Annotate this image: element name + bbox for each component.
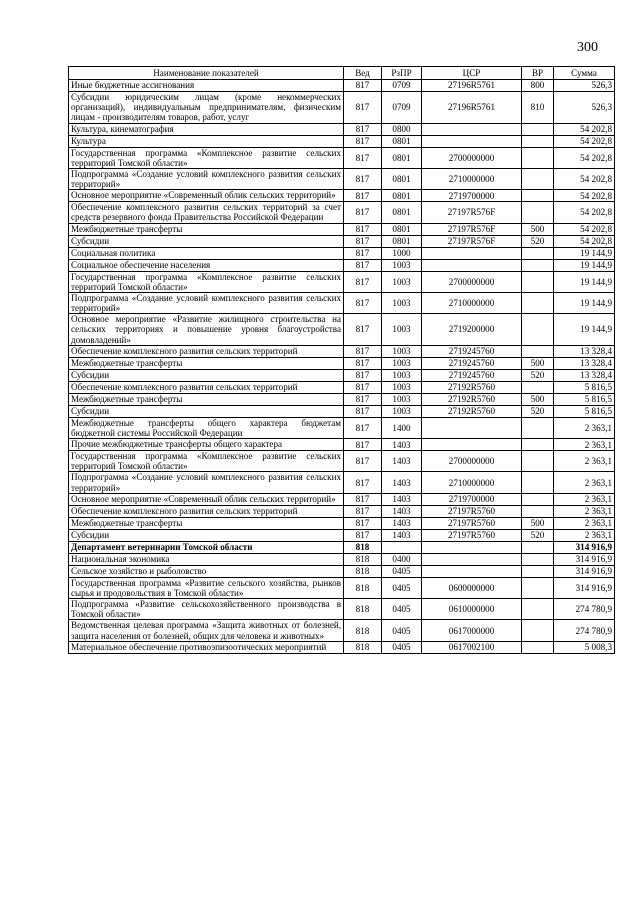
row-sum: 19 144,9: [554, 314, 615, 346]
header-sum: Сумма: [554, 67, 615, 80]
row-name: Обеспечение комплексного развития сельских территорий: [69, 381, 344, 393]
row-csr: 27197R576F: [422, 235, 522, 247]
row-sum: 5 008,3: [554, 641, 615, 653]
table-row: [69, 620, 615, 641]
row-rzpr: 0405: [382, 599, 422, 620]
row-rzpr: 0405: [382, 577, 422, 598]
row-csr: 2710000000: [422, 472, 522, 493]
row-rzpr: 0801: [382, 223, 422, 235]
row-sum: 2 363,1: [554, 451, 615, 472]
row-vr: [522, 292, 554, 313]
row-sum: 2 363,1: [554, 529, 615, 541]
table-row: [69, 135, 615, 147]
row-sum: 54 202,8: [554, 202, 615, 223]
row-ved: 817: [344, 223, 382, 235]
table-body: [69, 80, 615, 654]
table-row: [69, 259, 615, 271]
row-rzpr: 1003: [382, 393, 422, 405]
table-row: [69, 235, 615, 247]
row-vr: [522, 472, 554, 493]
row-vr: [522, 247, 554, 259]
row-sum: 2 363,1: [554, 493, 615, 505]
row-rzpr: 1003: [382, 381, 422, 393]
row-name: Социальное обеспечение населения: [69, 259, 344, 271]
row-sum: 2 363,1: [554, 472, 615, 493]
header-name: Наименование показателей: [69, 67, 344, 80]
row-sum: 5 816,5: [554, 381, 615, 393]
row-name: Подпрограмма «Создание условий комплексного развития сельских территорий»: [69, 472, 344, 493]
row-vr: [522, 202, 554, 223]
row-vr: [522, 620, 554, 641]
row-rzpr: 0801: [382, 235, 422, 247]
row-csr: 2700000000: [422, 271, 522, 292]
row-sum: 526,3: [554, 80, 615, 92]
row-name: Прочие межбюджетные трансферты общего характера: [69, 439, 344, 451]
table-row: [69, 80, 615, 92]
table-row: [69, 271, 615, 292]
row-name: Ведомственная целевая программа «Защита животных от болезней, защита населения от болезней, общих для человека и животных»: [69, 620, 344, 641]
row-rzpr: 1003: [382, 405, 422, 417]
table-row: [69, 577, 615, 598]
row-rzpr: 0801: [382, 168, 422, 189]
table-row: [69, 439, 615, 451]
row-sum: 274 780,9: [554, 599, 615, 620]
row-ved: 817: [344, 271, 382, 292]
table-row: [69, 123, 615, 135]
row-vr: [522, 135, 554, 147]
table-row: [69, 472, 615, 493]
row-sum: 54 202,8: [554, 135, 615, 147]
header-rzpr: РзПР: [382, 67, 422, 80]
header-ved: Вед: [344, 67, 382, 80]
table-row: [69, 405, 615, 417]
row-ved: 817: [344, 247, 382, 259]
table-row: [69, 505, 615, 517]
table-row: [69, 541, 615, 553]
row-ved: 818: [344, 553, 382, 565]
row-vr: [522, 417, 554, 438]
row-sum: 314 916,9: [554, 553, 615, 565]
row-csr: 0610000000: [422, 599, 522, 620]
row-ved: 817: [344, 493, 382, 505]
row-ved: 817: [344, 393, 382, 405]
row-sum: 526,3: [554, 92, 615, 124]
row-vr: 520: [522, 529, 554, 541]
row-csr: 27197R5760: [422, 529, 522, 541]
table-row: [69, 417, 615, 438]
table-row: [69, 641, 615, 653]
row-name: Основное мероприятие «Современный облик сельских территорий»: [69, 493, 344, 505]
row-rzpr: 0709: [382, 80, 422, 92]
row-ved: 817: [344, 168, 382, 189]
row-vr: [522, 553, 554, 565]
row-csr: 27197R5760: [422, 517, 522, 529]
header-vr: ВР: [522, 67, 554, 80]
row-name: Межбюджетные трансферты: [69, 393, 344, 405]
row-name: Подпрограмма «Создание условий комплексного развития сельских территорий»: [69, 292, 344, 313]
row-ved: 817: [344, 190, 382, 202]
row-sum: 13 328,4: [554, 357, 615, 369]
row-vr: [522, 641, 554, 653]
row-sum: 314 916,9: [554, 577, 615, 598]
row-rzpr: 1403: [382, 439, 422, 451]
row-sum: 314 916,9: [554, 565, 615, 577]
row-name: Подпрограмма «Создание условий комплексного развития сельских территорий»: [69, 168, 344, 189]
row-vr: [522, 147, 554, 168]
row-name: Материальное обеспечение противоэпизоотических мероприятий: [69, 641, 344, 653]
row-vr: 500: [522, 517, 554, 529]
row-rzpr: 1003: [382, 271, 422, 292]
row-ved: 817: [344, 472, 382, 493]
row-vr: [522, 123, 554, 135]
row-vr: 520: [522, 405, 554, 417]
row-rzpr: 1003: [382, 292, 422, 313]
row-csr: 27196R5761: [422, 92, 522, 124]
table-row: [69, 314, 615, 346]
row-ved: 817: [344, 529, 382, 541]
row-csr: 2700000000: [422, 451, 522, 472]
row-sum: 54 202,8: [554, 168, 615, 189]
row-ved: 817: [344, 439, 382, 451]
row-ved: 817: [344, 405, 382, 417]
row-ved: 817: [344, 202, 382, 223]
row-rzpr: 1403: [382, 451, 422, 472]
table-row: [69, 292, 615, 313]
row-vr: 800: [522, 80, 554, 92]
row-vr: [522, 439, 554, 451]
row-sum: 2 363,1: [554, 517, 615, 529]
row-csr: 27197R576F: [422, 223, 522, 235]
row-sum: 54 202,8: [554, 190, 615, 202]
table-row: [69, 223, 615, 235]
row-ved: 817: [344, 345, 382, 357]
row-name: Субсидии: [69, 369, 344, 381]
table-row: [69, 599, 615, 620]
row-sum: 54 202,8: [554, 123, 615, 135]
row-sum: 19 144,9: [554, 259, 615, 271]
row-rzpr: 0405: [382, 620, 422, 641]
table-row: [69, 345, 615, 357]
row-rzpr: 1000: [382, 247, 422, 259]
table-row: [69, 357, 615, 369]
row-ved: 818: [344, 577, 382, 598]
table-row: [69, 369, 615, 381]
row-ved: 817: [344, 147, 382, 168]
row-csr: 2710000000: [422, 168, 522, 189]
row-csr: 2700000000: [422, 147, 522, 168]
row-ved: 817: [344, 92, 382, 124]
row-csr: 2719700000: [422, 190, 522, 202]
table-row: [69, 553, 615, 565]
row-ved: 818: [344, 641, 382, 653]
row-ved: 818: [344, 541, 382, 553]
row-vr: [522, 493, 554, 505]
row-rzpr: 1003: [382, 345, 422, 357]
row-name: Государственная программа «Комплексное развитие сельских территорий Томской области»: [69, 451, 344, 472]
row-csr: 2719245760: [422, 357, 522, 369]
row-name: Национальная экономика: [69, 553, 344, 565]
table-row: [69, 190, 615, 202]
row-sum: 19 144,9: [554, 247, 615, 259]
row-sum: 314 916,9: [554, 541, 615, 553]
row-ved: 817: [344, 381, 382, 393]
row-name: Государственная программа «Комплексное развитие сельских территорий Томской области»: [69, 147, 344, 168]
row-rzpr: 1003: [382, 357, 422, 369]
row-sum: 54 202,8: [554, 235, 615, 247]
row-csr: [422, 439, 522, 451]
row-rzpr: 1003: [382, 259, 422, 271]
row-name: Социальная политика: [69, 247, 344, 259]
row-csr: 27192R5760: [422, 405, 522, 417]
row-vr: [522, 505, 554, 517]
row-vr: [522, 168, 554, 189]
row-rzpr: 1400: [382, 417, 422, 438]
row-csr: 27192R5760: [422, 393, 522, 405]
row-name: Культура, кинематография: [69, 123, 344, 135]
row-vr: [522, 259, 554, 271]
row-csr: [422, 123, 522, 135]
row-sum: 13 328,4: [554, 369, 615, 381]
row-vr: [522, 190, 554, 202]
row-rzpr: 1403: [382, 472, 422, 493]
row-vr: [522, 599, 554, 620]
row-vr: [522, 451, 554, 472]
row-ved: 817: [344, 417, 382, 438]
row-name: Обеспечение комплексного развития сельских территорий за счет средств резервного фонда Правительства Российской Федерации: [69, 202, 344, 223]
row-csr: [422, 247, 522, 259]
table-row: [69, 147, 615, 168]
row-sum: 5 816,5: [554, 393, 615, 405]
table-row: [69, 381, 615, 393]
table-row: [69, 493, 615, 505]
row-ved: 817: [344, 314, 382, 346]
row-vr: [522, 577, 554, 598]
row-rzpr: 0405: [382, 565, 422, 577]
row-csr: 2719200000: [422, 314, 522, 346]
row-rzpr: 1003: [382, 369, 422, 381]
table-row: [69, 565, 615, 577]
row-sum: 5 816,5: [554, 405, 615, 417]
row-vr: [522, 381, 554, 393]
row-ved: 817: [344, 505, 382, 517]
table-row: [69, 247, 615, 259]
row-name: Основное мероприятие «Развитие жилищного строительства на сельских территориях и повышение уровня благоустройства домовладений»: [69, 314, 344, 346]
row-ved: 817: [344, 235, 382, 247]
row-vr: [522, 565, 554, 577]
row-name: Государственная программа «Развитие сельского хозяйства, рынков сырья и продовольствия в Томской области»: [69, 577, 344, 598]
row-vr: 500: [522, 223, 554, 235]
row-ved: 817: [344, 259, 382, 271]
row-name: Субсидии юридическим лицам (кроме некоммерческих организаций), индивидуальным предпринимателям, физическим лицам - производителям товаров, работ, услуг: [69, 92, 344, 124]
row-rzpr: 0400: [382, 553, 422, 565]
row-csr: [422, 135, 522, 147]
row-name: Сельское хозяйство и рыболовство: [69, 565, 344, 577]
row-sum: 2 363,1: [554, 505, 615, 517]
row-sum: 274 780,9: [554, 620, 615, 641]
budget-table: [68, 66, 615, 654]
table-row: [69, 393, 615, 405]
row-csr: 27197R5760: [422, 505, 522, 517]
page-number: 300: [577, 40, 598, 55]
row-name: Культура: [69, 135, 344, 147]
row-name: Межбюджетные трансферты: [69, 223, 344, 235]
row-csr: 0617000000: [422, 620, 522, 641]
row-sum: 2 363,1: [554, 417, 615, 438]
row-name: Подпрограмма «Развитие сельскохозяйственного производства в Томской области»: [69, 599, 344, 620]
row-csr: 27196R5761: [422, 80, 522, 92]
table-row: [69, 451, 615, 472]
row-vr: 520: [522, 235, 554, 247]
header-csr: ЦСР: [422, 67, 522, 80]
row-rzpr: 0405: [382, 641, 422, 653]
row-vr: 520: [522, 369, 554, 381]
table-row: [69, 517, 615, 529]
row-rzpr: 1403: [382, 505, 422, 517]
row-name: Обеспечение комплексного развития сельских территорий: [69, 345, 344, 357]
row-rzpr: 1403: [382, 517, 422, 529]
table-row: [69, 529, 615, 541]
row-ved: 817: [344, 451, 382, 472]
row-ved: 817: [344, 135, 382, 147]
row-sum: 54 202,8: [554, 223, 615, 235]
row-rzpr: 0801: [382, 202, 422, 223]
row-rzpr: 0801: [382, 147, 422, 168]
row-vr: 810: [522, 92, 554, 124]
row-rzpr: [382, 541, 422, 553]
row-name: Обеспечение комплексного развития сельских территорий: [69, 505, 344, 517]
row-csr: 2719245760: [422, 345, 522, 357]
row-ved: 817: [344, 292, 382, 313]
row-csr: [422, 541, 522, 553]
row-name: Межбюджетные трансферты: [69, 357, 344, 369]
row-vr: [522, 345, 554, 357]
row-sum: 13 328,4: [554, 345, 615, 357]
row-ved: 817: [344, 517, 382, 529]
row-rzpr: 1403: [382, 493, 422, 505]
row-name: Субсидии: [69, 235, 344, 247]
row-rzpr: 0801: [382, 135, 422, 147]
row-vr: [522, 314, 554, 346]
row-ved: 817: [344, 369, 382, 381]
row-csr: 27197R576F: [422, 202, 522, 223]
row-rzpr: 1403: [382, 529, 422, 541]
row-ved: 817: [344, 80, 382, 92]
row-csr: 27192R5760: [422, 381, 522, 393]
row-name: Межбюджетные трансферты общего характера бюджетам бюджетной системы Российской Федерации: [69, 417, 344, 438]
row-csr: [422, 553, 522, 565]
row-name: Межбюджетные трансферты: [69, 517, 344, 529]
row-csr: [422, 565, 522, 577]
row-vr: 500: [522, 393, 554, 405]
row-rzpr: 0800: [382, 123, 422, 135]
row-ved: 818: [344, 620, 382, 641]
row-name: Департамент ветеринарии Томской области: [69, 541, 344, 553]
row-sum: 2 363,1: [554, 439, 615, 451]
row-sum: 19 144,9: [554, 271, 615, 292]
row-rzpr: 0709: [382, 92, 422, 124]
row-csr: 2710000000: [422, 292, 522, 313]
row-sum: 19 144,9: [554, 292, 615, 313]
row-vr: [522, 271, 554, 292]
row-ved: 818: [344, 565, 382, 577]
row-csr: 2719245760: [422, 369, 522, 381]
row-vr: 500: [522, 357, 554, 369]
row-vr: [522, 541, 554, 553]
row-ved: 818: [344, 599, 382, 620]
row-ved: 817: [344, 123, 382, 135]
table-row: [69, 92, 615, 124]
table-row: [69, 168, 615, 189]
row-csr: 2719700000: [422, 493, 522, 505]
row-name: Государственная программа «Комплексное развитие сельских территорий Томской области»: [69, 271, 344, 292]
row-name: Иные бюджетные ассигнования: [69, 80, 344, 92]
row-csr: [422, 259, 522, 271]
row-name: Основное мероприятие «Современный облик сельских территорий»: [69, 190, 344, 202]
row-sum: 54 202,8: [554, 147, 615, 168]
row-name: Субсидии: [69, 529, 344, 541]
row-ved: 817: [344, 357, 382, 369]
row-name: Субсидии: [69, 405, 344, 417]
table-row: [69, 202, 615, 223]
row-csr: 0600000000: [422, 577, 522, 598]
row-csr: [422, 417, 522, 438]
row-rzpr: 0801: [382, 190, 422, 202]
table-header-row: [69, 67, 615, 80]
row-rzpr: 1003: [382, 314, 422, 346]
row-csr: 0617002100: [422, 641, 522, 653]
